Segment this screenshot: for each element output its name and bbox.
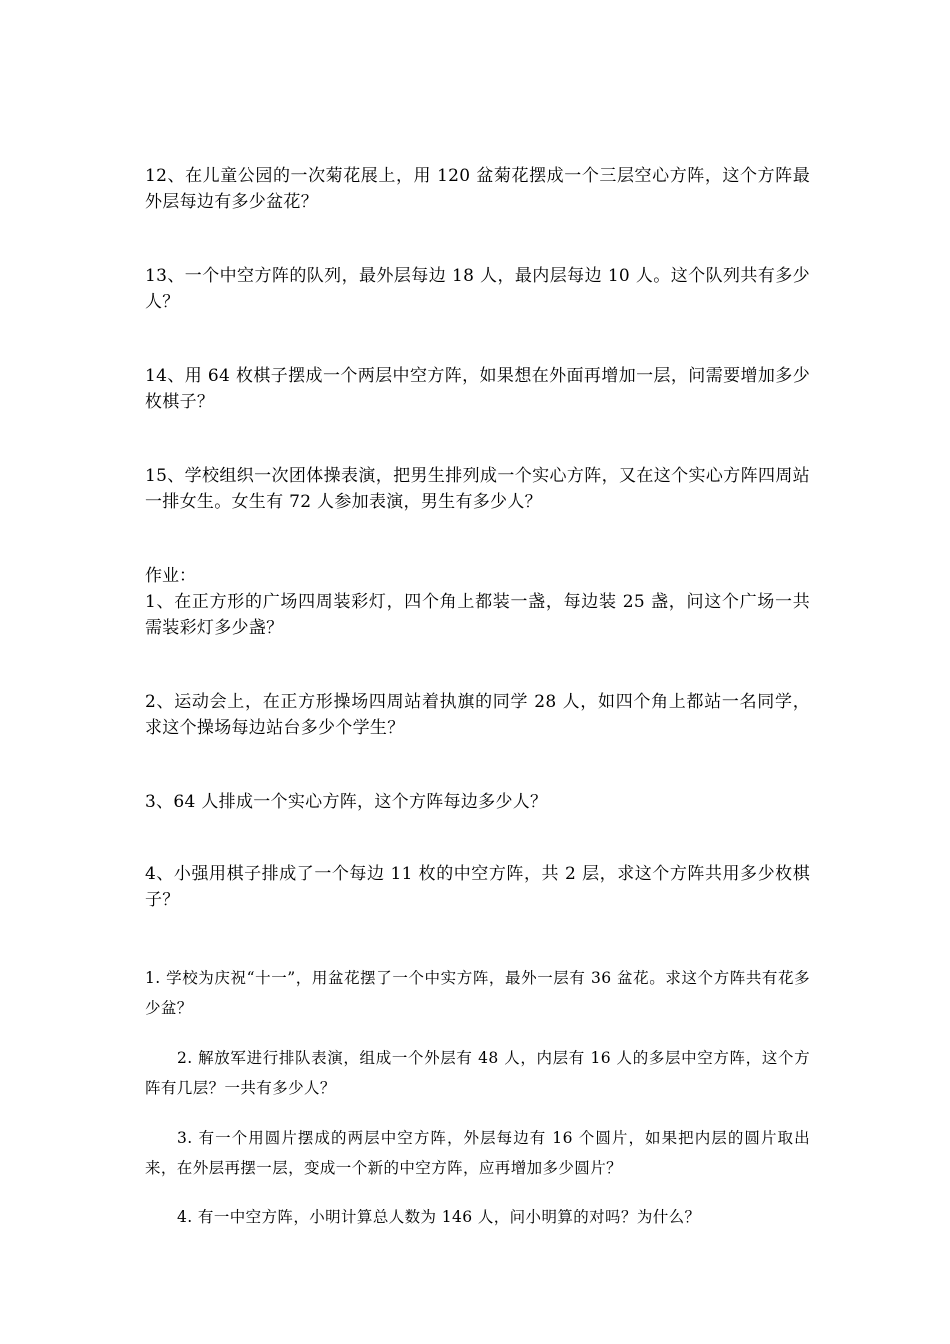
problem-12: 12、在儿童公园的一次菊花展上，用 120 盆菊花摆成一个三层空心方阵，这个方阵最外层每边有多少盆花？: [145, 166, 810, 212]
extra-problem-3: 3. 有一个用圆片摆成的两层中空方阵，外层每边有 16 个圆片，如果把内层的圆片取出来，在外层再摆一层，变成一个新的中空方阵，应再增加多少圆片？: [145, 1129, 810, 1177]
extra-problem-4: 4. 有一中空方阵，小明计算总人数为 146 人，问小明算的对吗？为什么？: [177, 1208, 701, 1226]
extra-problem-2: 2. 解放军进行排队表演，组成一个外层有 48 人，内层有 16 人的多层中空方阵，这个方阵有几层？一共有多少人？: [145, 1049, 810, 1097]
problem-13: 13、一个中空方阵的队列，最外层每边 18 人，最内层每边 10 人。这个队列共有多少人？: [145, 266, 810, 312]
homework-item-2: 2、运动会上，在正方形操场四周站着执旗的同学 28 人，如四个角上都站一名同学，求这个操场每边站台多少个学生？: [145, 692, 810, 738]
problem-15: 15、学校组织一次团体操表演，把男生排列成一个实心方阵，又在这个实心方阵四周站一排女生。女生有 72 人参加表演，男生有多少人？: [145, 466, 810, 512]
homework-item-3: 3、64 人排成一个实心方阵，这个方阵每边多少人？: [145, 792, 548, 812]
problem-14: 14、用 64 枚棋子摆成一个两层中空方阵，如果想在外面再增加一层，问需要增加多少枚棋子？: [145, 366, 810, 412]
extra-problem-1: 1. 学校为庆祝“十一”，用盆花摆了一个中实方阵，最外一层有 36 盆花。求这个方阵共有花多少盆？: [145, 969, 810, 1017]
homework-item-1: 1、在正方形的广场四周装彩灯，四个角上都装一盏，每边装 25 盏，问这个广场一共需装彩灯多少盏？: [145, 592, 810, 638]
homework-heading: 作业：: [145, 566, 196, 586]
homework-item-4: 4、小强用棋子排成了一个每边 11 枚的中空方阵，共 2 层，求这个方阵共用多少枚棋子？: [145, 864, 810, 910]
